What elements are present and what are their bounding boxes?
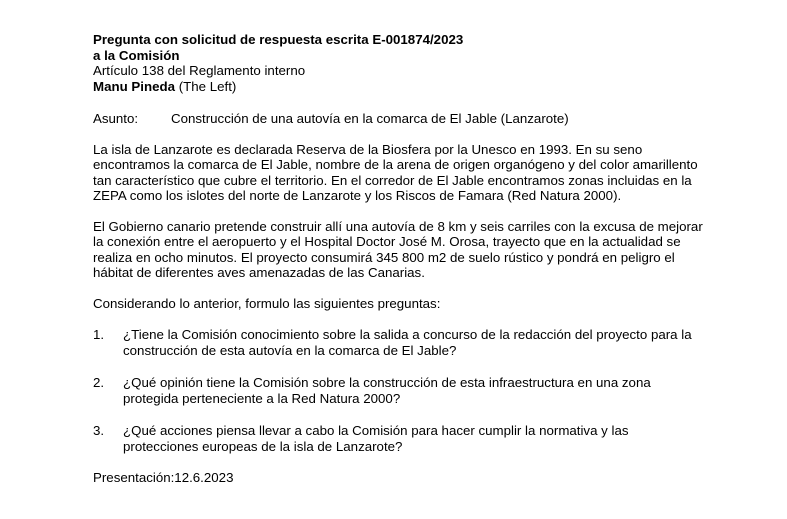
- question-number: 1.: [93, 327, 105, 342]
- question-addressee: a la Comisión: [93, 47, 180, 63]
- question-number: 3.: [93, 423, 105, 438]
- author-line: [93, 79, 703, 95]
- subject-text: Construcción de una autovía en la comarca de El Jable (Lanzarote): [171, 111, 569, 126]
- author-group: (The Left): [178, 78, 237, 94]
- question-text: ¿Qué opinión tiene la Comisión sobre la construcción de esta infraestructura en una zona protegida perteneciente a la Red Natura 2000?: [123, 375, 651, 406]
- subject-line: [93, 111, 703, 127]
- rule-reference: Artículo 138 del Reglamento interno: [93, 63, 306, 78]
- document-page: [93, 32, 703, 486]
- question-list: [93, 327, 703, 454]
- question-item: [93, 423, 703, 454]
- presentation-date: Presentación:12.6.2023: [93, 470, 234, 485]
- question-item: [93, 375, 703, 406]
- question-text: ¿Tiene la Comisión conocimiento sobre la salida a concurso de la redacción del proyecto para la construcción de esta autovía en la comarca de El Jable?: [123, 327, 692, 358]
- question-item: [93, 327, 703, 358]
- author-name: Manu Pineda: [93, 78, 176, 94]
- question-text: ¿Qué acciones piensa llevar a cabo la Comisión para hacer cumplir la normativa y las protecciones europeas de la isla de Lanzarote?: [123, 423, 629, 454]
- question-title: Pregunta con solicitud de respuesta escrita E-001874/2023: [93, 32, 464, 47]
- question-header: [93, 32, 703, 94]
- paragraph-lead-in: Considerando lo anterior, formulo las siguientes preguntas:: [93, 295, 441, 311]
- subject-label: Asunto:: [93, 111, 139, 126]
- paragraph-intro: La isla de Lanzarote es declarada Reserva de la Biosfera por la Unesco en 1993. En su seno encontramos la comarca de El Jable, nombre de la arena de origen organógeno y del color amarillento tan característico que cubre el territorio. En el corredor de El Jable encontramos zonas incluidas en la ZEPA como los islotes del norte de Lanzarote y los Riscos de Famara (Red Natura 2000).: [93, 141, 698, 203]
- paragraph-project: El Gobierno canario pretende construir allí una autovía de 8 km y seis carriles con la excusa de mejorar la conexión entre el aeropuerto y el Hospital Doctor José M. Orosa, trayecto que en la actualidad se realiza en ocho minutos. El proyecto consumirá 345 800 m2 de suelo rústico y pondrá en peligro el hábitat de diferentes aves amenazadas de las Canarias.: [93, 218, 703, 280]
- question-number: 2.: [93, 375, 105, 390]
